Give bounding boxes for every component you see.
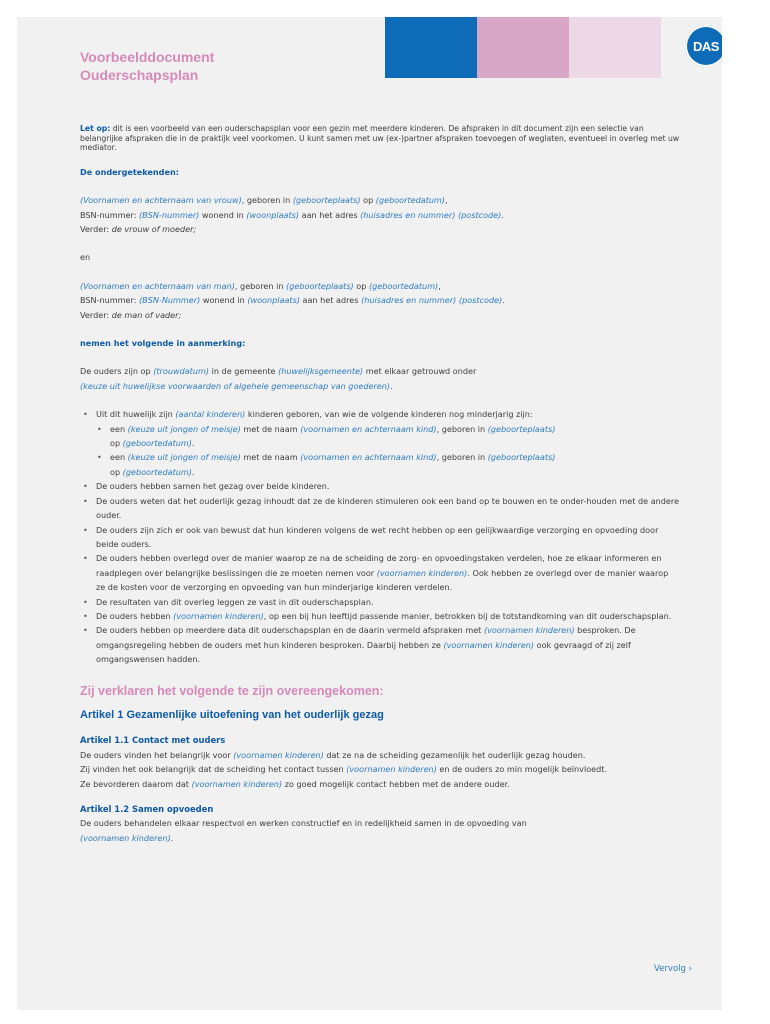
das-logo [685,25,722,67]
list-item: • De ouders zijn zich er ook van bewust dat hun kinderen volgens de wet recht hebben op een gelijkwaardige verzorging en opvoeding door beide ouders. [80,523,680,552]
next-page-link[interactable]: Vervolg › [654,964,692,974]
das-logo-text: DAS [693,38,719,54]
child-item: • een (keuze uit jongen of meisje) met de naam (voornamen en achternaam kind), geboren in (geboorteplaats) op (geboortedatum). [80,422,680,451]
article-1-1-line-2: Zij vinden het ook belangrijk dat de scheiding het contact tussen (voornamen kinderen) en de ouders zo min mogelijk beïnvloedt. [80,764,608,775]
intro-label: Let op: [80,124,111,133]
page-title [80,48,214,84]
father-line-1: (Voornamen en achternaam van man), geboren in (geboorteplaats) op (geboortedatum), [80,280,441,291]
article-1-2-text: De ouders behandelen elkaar respectvol en werken constructief en in redelijkheid samen in de opvoeding van (voornamen kinderen). [80,818,527,843]
article-1-1-line-1: De ouders vinden het belangrijk voor (voornamen kinderen) dat ze na de scheiding gezamenlijk het ouderlijk gezag houden. [80,749,586,760]
intro-note [80,124,680,153]
father-line-2: BSN-nummer: (BSN-Nummer) wonend in (woonplaats) aan het adres (huisadres en nummer) (postcode). [80,295,505,306]
agreement-heading: Zij verklaren het volgende te zijn overeengekomen: [80,683,384,698]
article-1-heading: Artikel 1 Gezamenlijke uitoefening van het ouderlijk gezag [80,708,384,721]
header-band-light [569,17,661,78]
header-band-pink [477,17,569,78]
list-item: • Uit dit huwelijk zijn (aantal kinderen) kinderen geboren, van wie de volgende kinderen nog minderjarig zijn: [80,407,680,421]
document-page [17,17,722,1010]
mother-line-3: Verder: de vrouw of moeder; [80,224,197,234]
article-1-1-heading: Artikel 1.1 Contact met ouders [80,735,226,746]
children-sublist-holder [80,422,680,480]
list-item: • De ouders hebben samen het gezag over beide kinderen. [80,479,680,493]
children-sublist [80,422,680,480]
title-line-2: Ouderschapsplan [80,67,199,83]
heading-considering: nemen het volgende in aanmerking: [80,338,246,349]
document-body [80,124,680,845]
list-item: • De ouders hebben overlegd over de manier waarop ze na de scheiding de zorg- en opvoedingstaken verdelen, hoe ze elkaar informeren en raadplegen over belangrijke beslissingen die ze moeten nemen voor (voornamen kinderen). Ook hebben ze overlegd over de manier waarop ze de kosten voor de verzorging en opvoeding van hun minderjarige kinderen verdelen. [80,551,680,594]
child-item: • een (keuze uit jongen of meisje) met de naam (voornamen en achternaam kind), geboren in (geboorteplaats) op (geboortedatum). [80,450,680,479]
married-paragraph: De ouders zijn op (trouwdatum) in de gemeente (huwelijksgemeente) met elkaar getrouwd onder (keuze uit huwelijkse voorwaarden of algehele gemeenschap van goederen). [80,366,477,391]
considerations-list [80,407,680,666]
list-item: • De resultaten van dit overleg leggen ze vast in dit ouderschapsplan. [80,595,680,609]
father-block [80,279,680,322]
heading-ondergetekenden: De ondergetekenden: [80,166,179,177]
father-line-3: Verder: de man of vader; [80,309,182,320]
and-word: en [80,252,91,263]
list-item: • De ouders hebben (voornamen kinderen), op een bij hun leeftijd passende manier, betrokken bij de totstandkoming van dit ouderschapsplan. [80,609,680,623]
article-1-1-line-3: Ze bevorderen daarom dat (voornamen kinderen) zo goed mogelijk contact hebben met de andere ouder. [80,778,510,789]
mother-line-2: BSN-nummer: (BSN-nummer) wonend in (woonplaats) aan het adres (huisadres en nummer) (postcode). [80,209,504,220]
header-band-blue [385,17,477,78]
intro-text: dit is een voorbeeld van een ouderschapsplan voor een gezin met meerdere kinderen. De afspraken in dit document zijn een selectie van belangrijke afspraken die in de praktijk veel voorkomen. U kunt samen met uw (ex-)partner afspraken toevoegen of weglaten, eventueel in overleg met uw mediator. [80,124,680,153]
mother-block [80,193,680,236]
mother-line-1: (Voornamen en achternaam van vrouw), geboren in (geboorteplaats) op (geboortedatum), [80,195,448,206]
article-1-2-heading: Artikel 1.2 Samen opvoeden [80,804,214,814]
list-item: • De ouders hebben op meerdere data dit ouderschapsplan en de daarin vermeld afspraken met (voornamen kinderen) besproken. De omgangsregeling hebben de ouders met hun kinderen besproken. Daarbij hebben ze (voornamen kinderen) ook gevraagd of zij zelf omgangswensen hadden. [80,623,680,666]
title-line-1: Voorbeelddocument [80,49,215,65]
list-item: • De ouders weten dat het ouderlijk gezag inhoudt dat ze de kinderen stimuleren ook een band op te bouwen en te onder-houden met de andere ouder. [80,494,680,523]
